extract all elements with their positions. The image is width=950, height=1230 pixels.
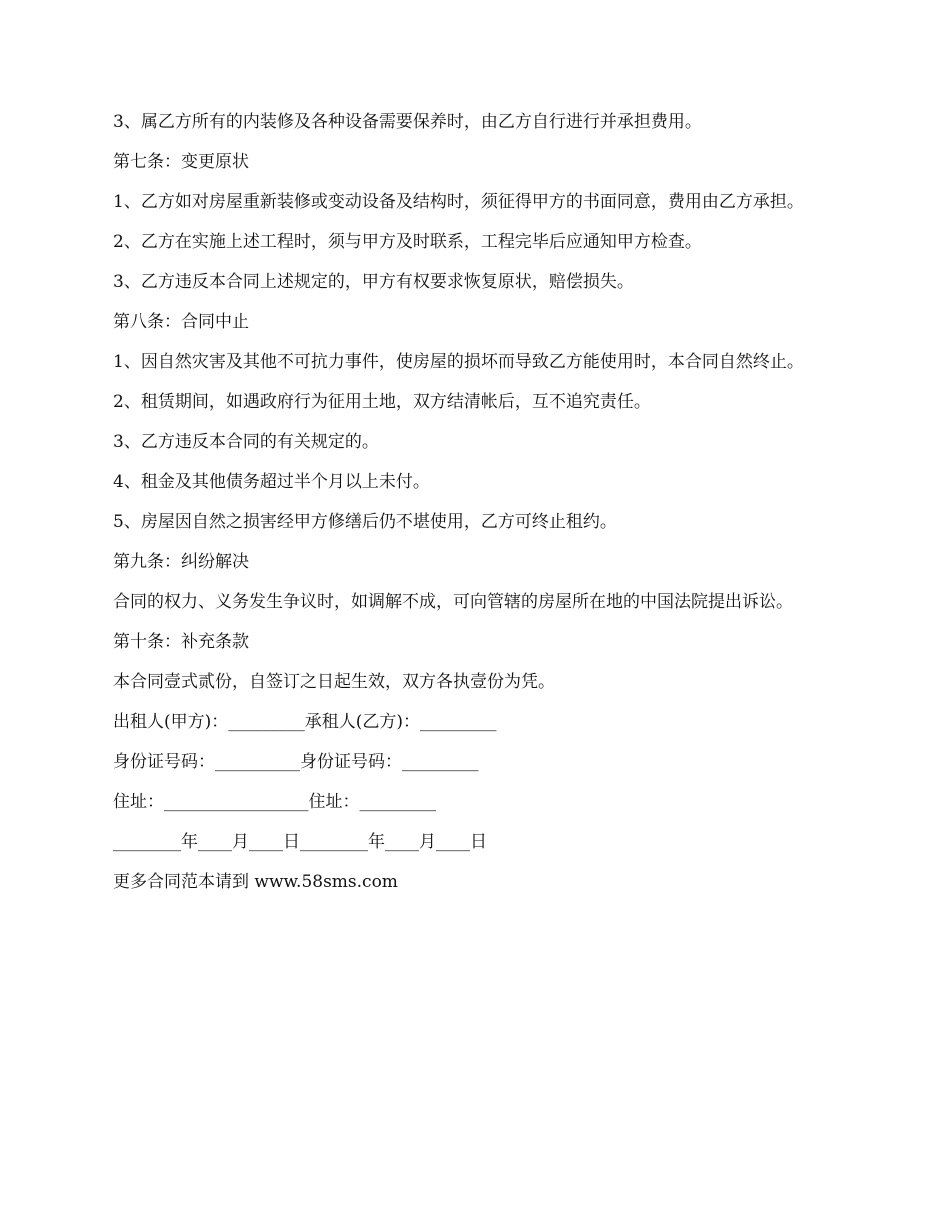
clause-6-item-3: 3、属乙方所有的内装修及各种设备需要保养时，由乙方自行进行并承担费用。 [113,112,702,132]
clause-8-item-4: 4、租金及其他债务超过半个月以上未付。 [113,472,430,492]
clause-7-item-3: 3、乙方违反本合同上述规定的，甲方有权要求恢复原状，赔偿损失。 [113,272,634,292]
clause-8-item-3: 3、乙方违反本合同的有关规定的。 [113,432,379,452]
address-line: 住址：_________________住址：_________ [113,792,436,812]
date-line: ________年____月____日________年____月____日 [113,832,487,852]
article-8-heading: 第八条：合同中止 [113,312,249,332]
clause-10-text: 本合同壹式贰份，自签订之日起生效，双方各执壹份为凭。 [113,672,555,692]
clause-8-item-2: 2、租赁期间，如遇政府行为征用土地，双方结清帐后，互不追究责任。 [113,392,651,412]
article-9-heading: 第九条：纠纷解决 [113,552,249,572]
clause-7-item-1: 1、乙方如对房屋重新装修或变动设备及结构时，须征得甲方的书面同意，费用由乙方承担。 [113,192,804,212]
id-number-line: 身份证号码：__________身份证号码：_________ [113,752,479,772]
article-10-heading: 第十条：补充条款 [113,632,249,652]
signature-parties-line: 出租人(甲方)：_________承租人(乙方)：_________ [113,712,497,732]
clause-8-item-1: 1、因自然灾害及其他不可抗力事件，使房屋的损坏而导致乙方能使用时，本合同自然终止。 [113,352,804,372]
clause-9-text: 合同的权力、义务发生争议时，如调解不成，可向管辖的房屋所在地的中国法院提出诉讼。 [113,592,793,612]
clause-8-item-5: 5、房屋因自然之损害经甲方修缮后仍不堪使用，乙方可终止租约。 [113,512,617,532]
document-body [113,112,858,912]
footer-note: 更多合同范本请到 www.58sms.com [113,872,398,892]
article-7-heading: 第七条：变更原状 [113,152,249,172]
clause-7-item-2: 2、乙方在实施上述工程时，须与甲方及时联系，工程完毕后应通知甲方检查。 [113,232,702,252]
